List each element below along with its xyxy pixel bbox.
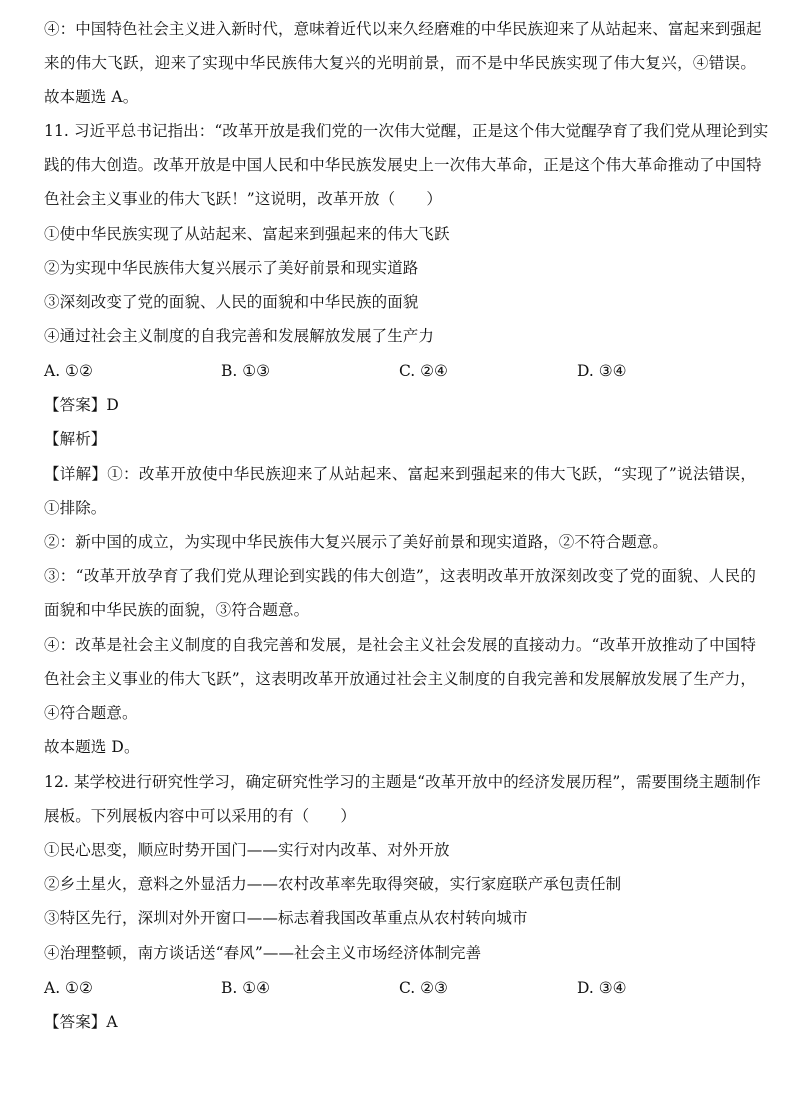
question-12-item: ④治理整顿，南方谈话送“春风”——社会主义市场经济体制完善 [44, 944, 482, 962]
q12-option-a: A. ①② [44, 979, 93, 997]
question-11-stem: 践的伟大创造。改革开放是中国人民和中华民族发展史上一次伟大革命，正是这个伟大革命推动了中国特 [44, 156, 762, 174]
explanation-line: 面貌和中华民族的面貌，③符合题意。 [44, 601, 310, 619]
q11-option-a: A. ①② [44, 362, 93, 380]
answer-label: 【答案】A [44, 1013, 118, 1031]
question-11-item: ②为实现中华民族伟大复兴展示了美好前景和现实道路 [44, 259, 419, 277]
explanation-line: 色社会主义事业的伟大飞跃”，这表明改革开放通过社会主义制度的自我完善和发展解放发展了生产力， [44, 670, 756, 688]
answer-label: 【答案】D [44, 396, 119, 414]
text-line: 故本题选 A。 [44, 88, 139, 106]
explanation-line: ②：新中国的成立，为实现中华民族伟大复兴展示了美好前景和现实道路，②不符合题意。 [44, 533, 669, 551]
question-11-item: ①使中华民族实现了从站起来、富起来到强起来的伟大飞跃 [44, 225, 450, 243]
analysis-label: 【解析】 [44, 430, 107, 448]
q11-option-d: D. ③④ [577, 362, 627, 380]
explanation-line: ③：“改革开放孕育了我们党从理论到实践的伟大创造”，这表明改革开放深刻改变了党的面貌、人民的 [44, 567, 756, 585]
text-line: 来的伟大飞跃，迎来了实现中华民族伟大复兴的光明前景，而不是中华民族实现了伟大复兴，④错误。 [44, 54, 756, 72]
question-12-stem: 展板。下列展板内容中可以采用的有（ ） [44, 807, 357, 825]
q12-option-b: B. ①④ [221, 979, 271, 997]
question-11-stem: 色社会主义事业的伟大飞跃！”这说明，改革开放（ ） [44, 190, 443, 208]
question-12-stem: 12. 某学校进行研究性学习，确定研究性学习的主题是“改革开放中的经济发展历程”，需要围绕主题制作 [44, 773, 761, 791]
text-line: ④：中国特色社会主义进入新时代，意味着近代以来久经磨难的中华民族迎来了从站起来、富起来到强起 [44, 20, 762, 38]
q11-option-c: C. ②④ [399, 362, 448, 380]
question-12-item: ①民心思变，顺应时势开国门——实行对内改革、对外开放 [44, 841, 450, 859]
explanation-line: ④：改革是社会主义制度的自我完善和发展，是社会主义社会发展的直接动力。“改革开放推动了中国特 [44, 636, 756, 654]
question-11-item: ③深刻改变了党的面貌、人民的面貌和中华民族的面貌 [44, 293, 419, 311]
q12-option-d: D. ③④ [577, 979, 627, 997]
question-11-stem: 11. 习近平总书记指出：“改革开放是我们党的一次伟大觉醒，正是这个伟大觉醒孕育了我们党从理论到实 [44, 122, 769, 140]
explanation-line: 【详解】①：改革开放使中华民族迎来了从站起来、富起来到强起来的伟大飞跃，“实现了”说法错误， [44, 465, 756, 483]
question-12-item: ②乡土星火，意料之外显活力——农村改革率先取得突破，实行家庭联产承包责任制 [44, 875, 622, 893]
explanation-line: 故本题选 D。 [44, 738, 140, 756]
q11-option-b: B. ①③ [221, 362, 271, 380]
question-12-item: ③特区先行，深圳对外开窗口——标志着我国改革重点从农村转向城市 [44, 909, 528, 927]
question-11-item: ④通过社会主义制度的自我完善和发展解放发展了生产力 [44, 327, 435, 345]
explanation-line: ④符合题意。 [44, 704, 138, 722]
q12-option-c: C. ②③ [399, 979, 448, 997]
explanation-line: ①排除。 [44, 499, 107, 517]
